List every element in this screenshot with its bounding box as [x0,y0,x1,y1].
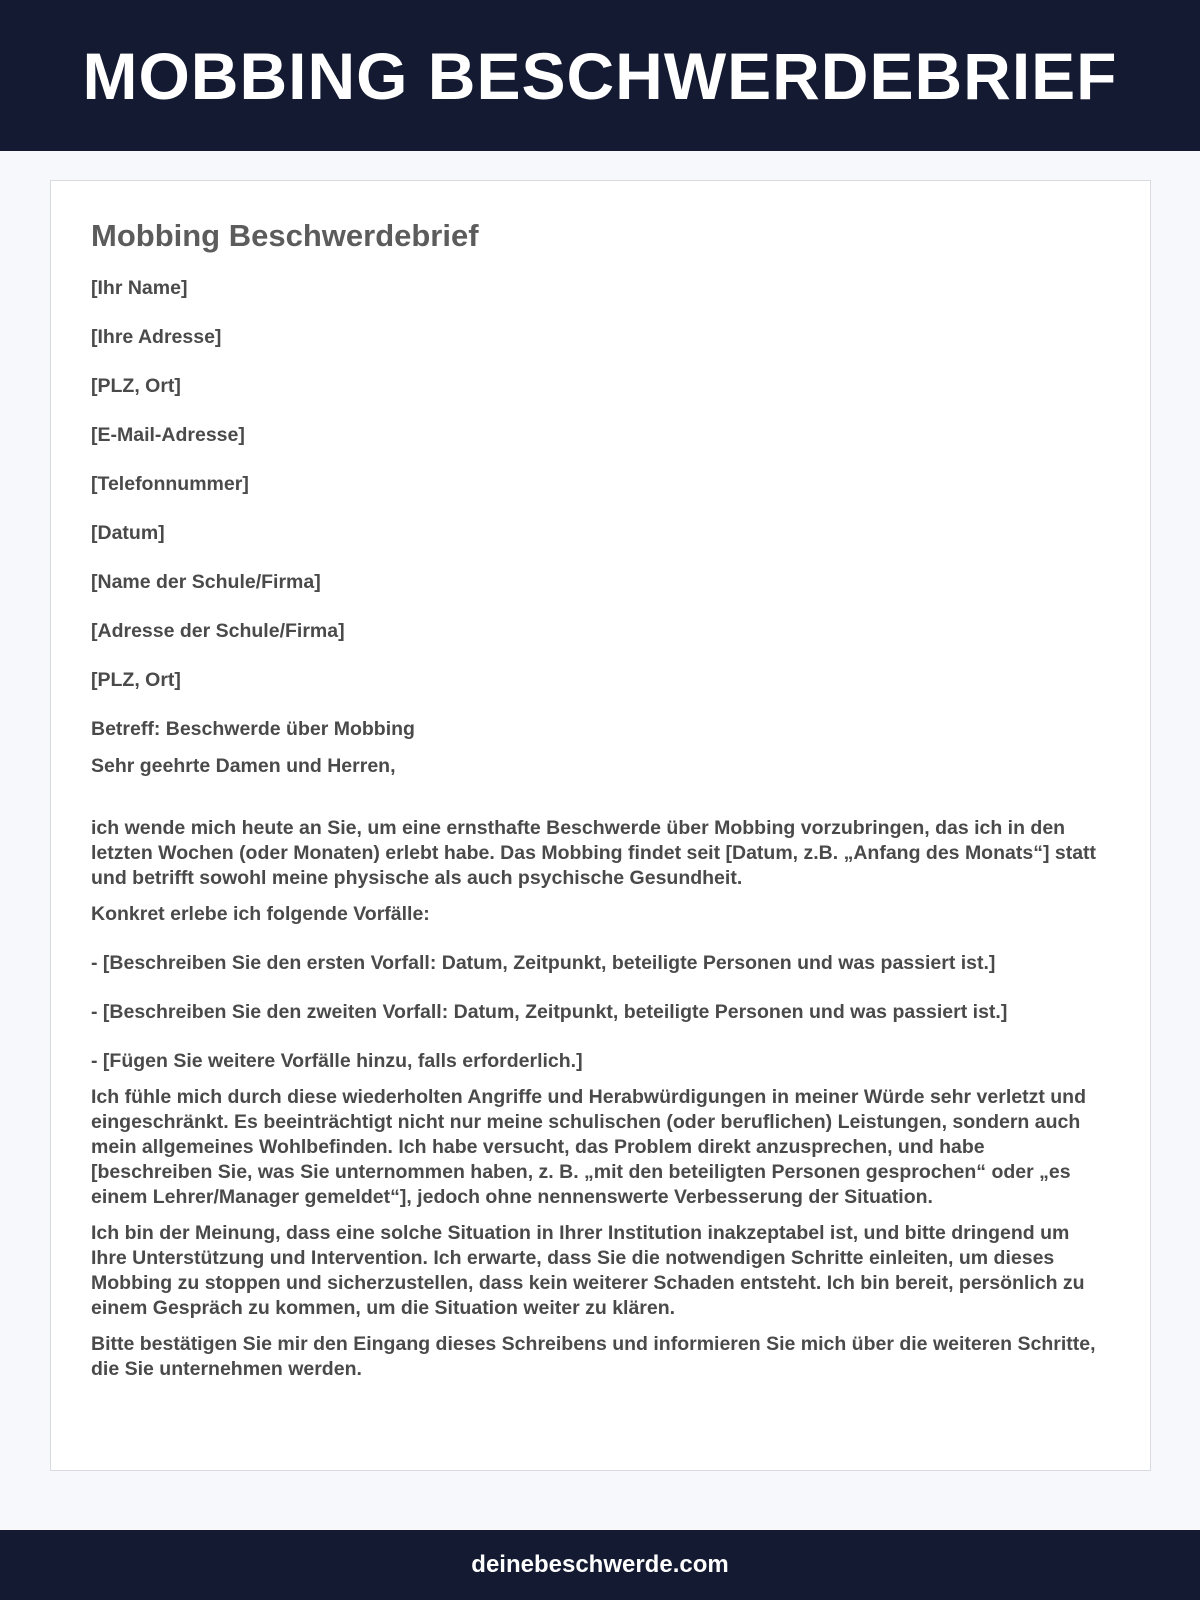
incident-item: - [Beschreiben Sie den zweiten Vorfall: Datum, Zeitpunkt, beteiligte Personen und was passiert ist.] [91,1001,1008,1023]
letter-card [50,180,1151,1471]
sender-date: [Datum] [91,522,165,544]
sender-phone: [Telefonnummer] [91,473,249,495]
sender-email: [E-Mail-Adresse] [91,424,245,446]
footer-banner [0,1530,1200,1600]
request-paragraph: Ich bin der Meinung, dass eine solche Situation in Ihrer Institution inakzeptabel ist, und bitte dringend um Ihre Unterstützung und Intervention. Ich erwarte, dass Sie die notwendigen Schritte einleiten, um dieses Mobbing zu stoppen und sicherzustellen, dass kein weiterer Schaden entsteht. Ich bin bereit, persönlich zu einem Gespräch zu kommen, um die Situation weiter zu klären. [91,1222,1085,1319]
salutation: Sehr geehrte Damen und Herren, [91,755,396,777]
recipient-name: [Name der Schule/Firma] [91,571,321,593]
subject-line: Betreff: Beschwerde über Mobbing [91,718,415,740]
sender-address: [Ihre Adresse] [91,326,222,348]
recipient-block [91,570,1110,693]
footer-site-link[interactable]: deinebeschwerde.com [471,1551,729,1578]
sender-block [91,276,1110,546]
incident-item: - [Fügen Sie weitere Vorfälle hinzu, falls erforderlich.] [91,1050,583,1072]
incident-list [91,951,1110,1074]
closing-paragraph: Bitte bestätigen Sie mir den Eingang dieses Schreibens und informieren Sie mich über die weiteren Schritte, die Sie unternehmen werden. [91,1333,1096,1380]
impact-paragraph: Ich fühle mich durch diese wiederholten Angriffe und Herabwürdigungen in meiner Würde sehr verletzt und eingeschränkt. Es beeinträchtigt nicht nur meine schulischen (oder beruflichen) Leistungen, sondern auch mein allgemeines Wohlbefinden. Ich habe versucht, das Problem direkt anzusprechen, und habe [beschreiben Sie, was Sie unternommen haben, z. B. „mit den beteiligten Personen gesprochen“ oder „es einem Lehrer/Manager gemeldet“], jedoch ohne nennenswerte Verbesserung der Situation. [91,1086,1086,1208]
sender-name: [Ihr Name] [91,277,188,299]
incident-item: - [Beschreiben Sie den ersten Vorfall: Datum, Zeitpunkt, beteiligte Personen und was passiert ist.] [91,952,996,974]
header-banner [0,0,1200,151]
letter-title: Mobbing Beschwerdebrief [91,218,479,253]
incidents-intro: Konkret erlebe ich folgende Vorfälle: [91,903,430,925]
sender-city: [PLZ, Ort] [91,375,181,397]
banner-title: MOBBING BESCHWERDEBRIEF [82,38,1118,113]
recipient-address: [Adresse der Schule/Firma] [91,620,345,642]
recipient-city: [PLZ, Ort] [91,669,181,691]
intro-paragraph: ich wende mich heute an Sie, um eine ernsthafte Beschwerde über Mobbing vorzubringen, das ich in den letzten Wochen (oder Monaten) erlebt habe. Das Mobbing findet seit [Datum, z.B. „Anfang des Monats“] statt und betrifft sowohl meine physische als auch psychische Gesundheit. [91,817,1097,889]
